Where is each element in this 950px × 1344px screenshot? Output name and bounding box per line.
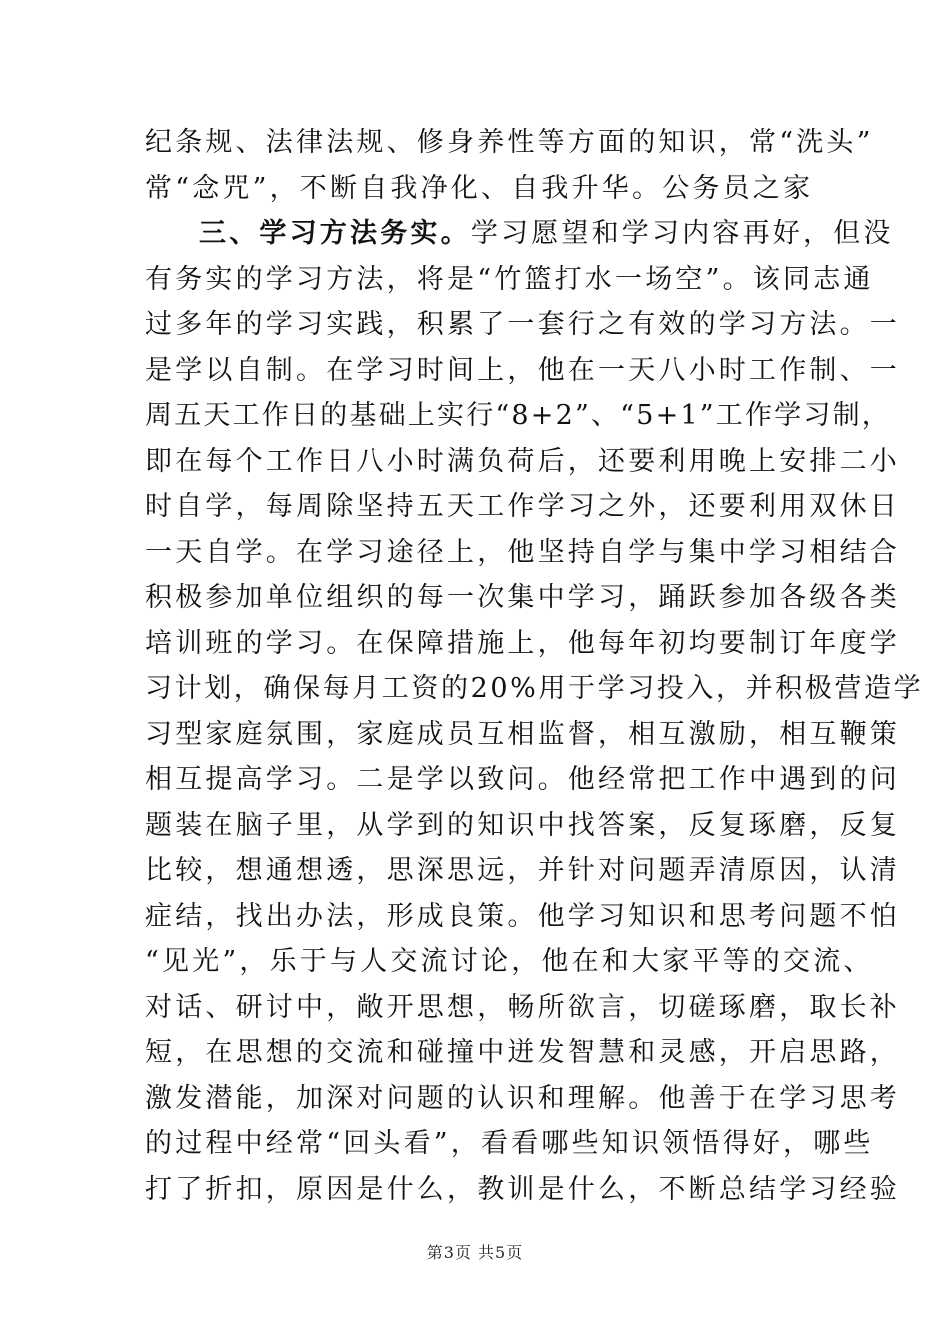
text-line: 周五天工作日的基础上实行“8+2”、“5+1”工作学习制， [145,400,891,431]
text-line: 题装在脑子里，从学到的知识中找答案，反复琢磨，反复 [145,809,900,841]
text-line: 时自学，每周除坚持五天工作学习之外，还要利用双休日 [145,491,900,522]
section-heading-line [145,211,894,257]
text-line: 常“念咒”，不断自我净化、自我升华。公务员之家 [145,172,814,204]
text-line: 过多年的学习实践，积累了一套行之有效的学习方法。一 [145,309,900,340]
text-line: 比较，想通想透，思深思远，并针对问题弄清原因，认清 [145,855,900,886]
text-line: 相互提高学习。二是学以致问。他经常把工作中遇到的问 [145,764,900,795]
text-line: 积极参加单位组织的每一次集中学习，踊跃参加各级各类 [145,582,900,613]
text-line: 有务实的学习方法，将是“竹篮打水一场空”。该同志通 [145,263,874,295]
page-footer: 第3页 共5页 [426,1243,524,1262]
text-line: 即在每个工作日八小时满负荷后，还要利用晚上安排二小 [145,445,900,477]
text-line: 一天自学。在学习途径上，他坚持自学与集中学习相结合 [145,536,900,568]
text-line: 打了折扣，原因是什么，教训是什么，不断总结学习经验 [145,1173,900,1205]
text-line: 症结，找出办法，形成良策。他学习知识和思考问题不怕 [145,900,900,932]
body-text [145,120,924,1212]
text-line: 对话、研讨中，敞开思想，畅所欲言，切磋琢磨，取长补 [145,991,900,1023]
text-line: 培训班的学习。在保障措施上，他每年初均要制订年度学 [145,627,900,659]
text-line: “见光”，乐于与人交流讨论，他在和大家平等的交流、 [145,946,874,977]
text-line: 短，在思想的交流和碰撞中迸发智慧和灵感，开启思路， [145,1037,900,1068]
text-line: 的过程中经常“回头看”，看看哪些知识领悟得好，哪些 [145,1128,874,1159]
section-heading: 三、学习方法务实。 [199,218,471,249]
text-line: 是学以自制。在学习时间上，他在一天八小时工作制、一 [145,354,900,386]
text-line: 激发潜能，加深对问题的认识和理解。他善于在学习思考 [145,1082,900,1114]
section-heading-text: 学习愿望和学习内容再好，但没 [470,218,894,249]
text-line: 习型家庭氛围，家庭成员互相监督，相互激励，相互鞭策 [145,718,900,750]
text-line: 纪条规、法律法规、修身养性等方面的知识，常“洗头” [145,127,874,158]
text-line: 习计划，确保每月工资的20%用于学习投入，并积极营造学 [145,673,924,704]
